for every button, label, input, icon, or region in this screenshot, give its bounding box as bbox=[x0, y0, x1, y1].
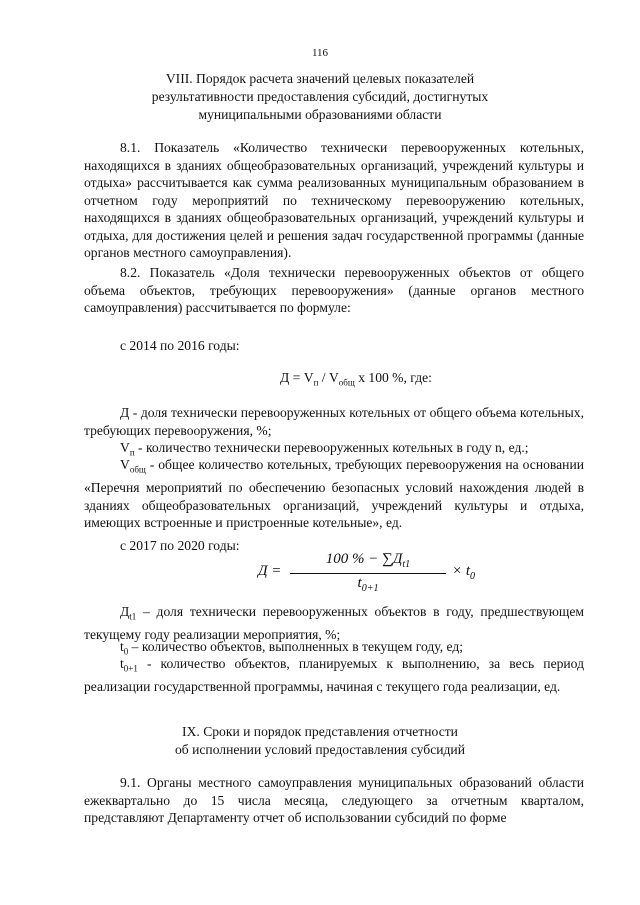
definition-t0-symbol: t bbox=[120, 639, 124, 654]
definition-dt1-text: – доля технически перевооруженных объектов в году, предшествующем текущему году реализации мероприятия, %; bbox=[84, 604, 584, 643]
definition-t0-text: – количество объектов, выполненных в текущем году, ед; bbox=[128, 639, 464, 654]
definition-vp-sub: п bbox=[129, 447, 135, 458]
section-9-title-line: об исполнении условий предоставления субсидий bbox=[175, 742, 465, 757]
definition-vobsh-symbol: V bbox=[120, 457, 130, 472]
formula-1-mid: / V bbox=[318, 370, 339, 385]
paragraph-8-2: 8.2. Показатель «Доля технически перевооруженных объектов от общего объема объектов, требующих перевооружения» (данные органов местного самоуправления) рассчитывается по формуле: bbox=[84, 265, 584, 315]
definition-dt1-sub: t1 bbox=[129, 611, 137, 622]
definition-t01-sub: 0+1 bbox=[123, 663, 138, 674]
definition-vp-text: - количество технически перевооруженных котельных в году n, ед.; bbox=[134, 440, 529, 455]
section-8-title-line: муниципальными образованиями области bbox=[198, 107, 442, 122]
section-9-title-line: IX. Сроки и порядок представления отчетности bbox=[182, 724, 458, 739]
definition-vobsh-text: - общее количество котельных, требующих перевооружения на основании «Перечня мероприятий по обеспечению безопасных условий нахождения людей в зданиях общеобразовательных организаций, учреждений культуры и отдыха, имеющих встроенные и пристроенные котельные», ед. bbox=[84, 457, 584, 531]
definition-t01-text: - количество объектов, планируемых к выполнению, за весь период реализации государственной программы, начиная с текущего года реализации, ед. bbox=[84, 656, 584, 695]
definition-vobsh-sub: общ bbox=[129, 464, 146, 475]
formula-2-fraction-bar bbox=[290, 573, 446, 574]
section-8-title bbox=[60, 70, 580, 124]
definition-d: Д - доля технически перевооруженных котельных от общего объема котельных, требующих перевооружения, %; bbox=[84, 405, 584, 438]
formula-2-numerator bbox=[290, 551, 446, 570]
formula-2-rhs-sub: 0 bbox=[470, 571, 476, 582]
formula-2-lhs: Д = bbox=[258, 563, 282, 579]
formula-1 bbox=[280, 369, 432, 392]
definition-vobsh bbox=[84, 456, 584, 532]
formula-2-rhs bbox=[452, 563, 475, 582]
paragraph-9-1: 9.1. Органы местного самоуправления муниципальных образований области ежеквартально до 15 числа месяца, следующего за отчетным кварталом, представляют Департаменту отчет об использовании субсидий по форме bbox=[84, 775, 584, 825]
page-number: 116 bbox=[311, 47, 329, 59]
formula-1-sub-obsh: общ bbox=[338, 377, 355, 388]
paragraph-8-1: 8.1. Показатель «Количество технически перевооруженных котельных, находящихся в зданиях общеобразовательных организаций, учреждений культуры и отдыха» рассчитывается как сумма реализованных муниципальным образованием в отчетном году мероприятий по техническому перевооружению котельных, находящихся в зданиях общеобразовательных организаций, учреждений культуры и отдыха, для достижения целей и решения задач государственной программы (данные органов местного самоуправления). bbox=[84, 140, 584, 260]
formula-2-numerator-text: 100 % − ∑Д bbox=[325, 551, 403, 567]
formula-2-denominator bbox=[290, 575, 446, 594]
section-8-title-line: результативности предоставления субсидий, достигнутых bbox=[151, 89, 489, 104]
formula-1-sub-p: п bbox=[313, 377, 319, 388]
formula-1-left: Д = V bbox=[280, 370, 314, 385]
definition-t0-sub: 0 bbox=[123, 646, 129, 657]
definition-t01 bbox=[84, 655, 584, 696]
formula-2-numerator-sub: t1 bbox=[402, 559, 411, 570]
period-2014-2016: с 2014 по 2016 годы: bbox=[120, 338, 240, 353]
definition-vp-symbol: V bbox=[120, 440, 130, 455]
section-8-title-line: VIII. Порядок расчета значений целевых показателей bbox=[165, 71, 475, 86]
definition-dt1-symbol: Д bbox=[120, 604, 130, 619]
formula-2-denominator-sub: 0+1 bbox=[361, 583, 379, 594]
section-9-title bbox=[60, 723, 580, 759]
formula-2-denominator-text: t bbox=[357, 575, 362, 591]
period-2017-2020: с 2017 по 2020 годы: bbox=[120, 538, 240, 553]
formula-1-right: x 100 %, где: bbox=[354, 370, 432, 385]
definition-t01-symbol: t bbox=[120, 656, 124, 671]
formula-2-rhs-text: × t bbox=[452, 563, 471, 579]
